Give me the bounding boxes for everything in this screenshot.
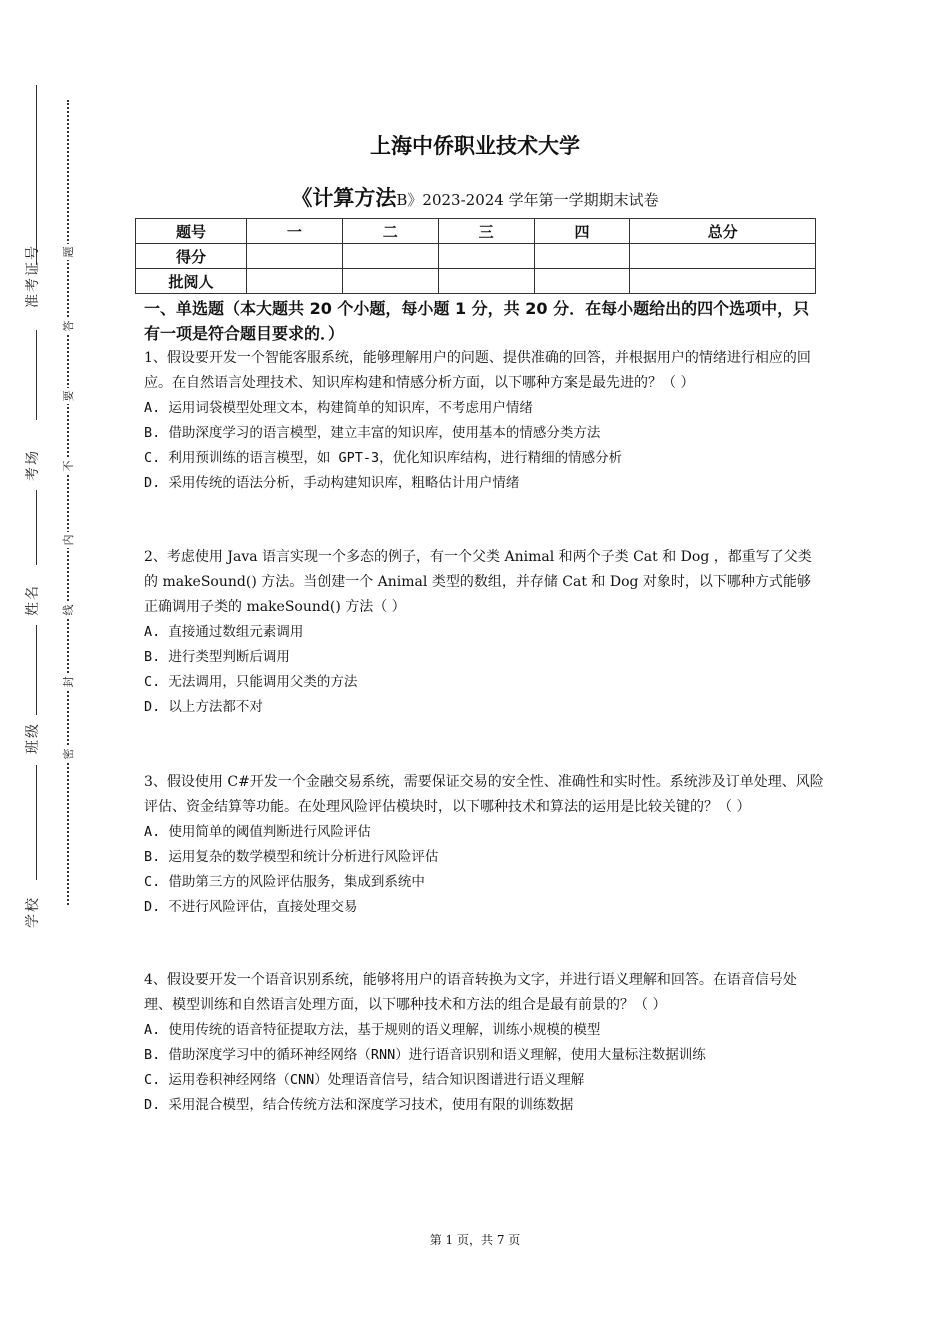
question-stem: 1、假设要开发一个智能客服系统，能够理解用户的问题、提供准确的回答，并根据用户的情绪进行相应的回应。在自然语言处理技术、知识库构建和情感分析方面，以下哪种方案是最先进的？（ ） <box>144 350 811 391</box>
row-label: 批阅人 <box>136 269 247 294</box>
exam-subtitle: B》2023-2024 学年第一学期期末试卷 <box>396 191 659 209</box>
university-title: 上海中侨职业技术大学 <box>370 134 580 158</box>
table-header-cell: 三 <box>438 219 534 244</box>
table-header-cell: 二 <box>342 219 438 244</box>
table-header-cell: 一 <box>247 219 343 244</box>
option-c: C. 借助第三方的风险评估服务，集成到系统中 <box>144 874 425 890</box>
question-stem: 4、假设要开发一个语音识别系统，能够将用户的语音转换为文字，并进行语义理解和回答。在语音信号处理、模型训练和自然语言处理方面，以下哪种技术和方法的组合是最有前景的？（ ） <box>144 972 797 1013</box>
binding-line <box>36 490 37 565</box>
option-b: B. 进行类型判断后调用 <box>144 649 290 665</box>
field-school: 学校 <box>25 896 41 928</box>
seal-char: 封 <box>60 674 76 690</box>
table-header-cell: 四 <box>534 219 630 244</box>
option-a: A. 直接通过数组元素调用 <box>144 624 304 640</box>
seal-char: 题 <box>60 244 76 260</box>
option-c: C. 运用卷积神经网络（CNN）处理语音信号，结合知识图谱进行语义理解 <box>144 1072 585 1088</box>
seal-char: 内 <box>60 532 76 548</box>
table-header-cell: 题号 <box>136 219 247 244</box>
field-class: 班级 <box>25 722 41 754</box>
option-d: D. 不进行风险评估，直接处理交易 <box>144 899 358 915</box>
table-header-cell: 总分 <box>630 219 816 244</box>
grader-cell[interactable] <box>534 269 630 294</box>
section-title: 一、单选题（本大题共 20 个小题，每小题 1 分，共 20 分．在每小题给出的四个选项中，只有一项是符合题目要求的．） <box>144 299 810 343</box>
option-b: B. 运用复杂的数学模型和统计分析进行风险评估 <box>144 849 439 865</box>
score-table-header-row <box>136 219 816 244</box>
option-b: B. 借助深度学习的语言模型，建立丰富的知识库，使用基本的情感分类方法 <box>144 425 601 441</box>
score-cell[interactable] <box>247 244 343 269</box>
score-table <box>135 218 816 294</box>
binding-line <box>36 85 37 265</box>
option-a: A. 使用传统的语音特征提取方法，基于规则的语义理解，训练小规模的模型 <box>144 1022 601 1038</box>
question-stem: 3、假设使用 C#开发一个金融交易系统，需要保证交易的安全性、准确性和实时性。系统涉及订单处理、风险评估、资金结算等功能。在处理风险评估模块时，以下哪种技术和算法的运用是比较关键的？（ ） <box>144 774 824 815</box>
binding-line <box>36 765 37 880</box>
grader-cell[interactable] <box>342 269 438 294</box>
option-c: C. 无法调用，只能调用父类的方法 <box>144 674 358 690</box>
question-stem: 2、考虑使用 Java 语言实现一个多态的例子，有一个父类 Animal 和两个子类 Cat 和 Dog ，都重写了父类的 makeSound() 方法。当创建一个 Animal 类型的数组，并存储 Cat 和 Dog 对象时，以下哪种方式能够正确调用子类的 makeSound() 方法（ ） <box>144 549 812 615</box>
grader-cell[interactable] <box>438 269 534 294</box>
score-cell[interactable] <box>630 244 816 269</box>
option-b: B. 借助深度学习中的循环神经网络（RNN）进行语音识别和语义理解，使用大量标注数据训练 <box>144 1047 706 1063</box>
field-exam-room: 考场 <box>25 449 41 481</box>
question-2 <box>144 545 824 720</box>
seal-dotted-line <box>67 100 69 905</box>
exam-title <box>0 182 950 212</box>
score-cell[interactable] <box>342 244 438 269</box>
option-a: A. 运用词袋模型处理文本，构建简单的知识库，不考虑用户情绪 <box>144 400 533 416</box>
option-d: D. 采用混合模型，结合传统方法和深度学习技术，使用有限的训练数据 <box>144 1097 574 1113</box>
score-row <box>136 244 816 269</box>
seal-char: 答 <box>60 318 76 334</box>
option-d: D. 采用传统的语法分析，手动构建知识库，粗略估计用户情绪 <box>144 475 520 491</box>
binding-line <box>36 330 37 420</box>
option-c: C. 利用预训练的语言模型，如 GPT-3，优化知识库结构，进行精细的情感分析 <box>144 450 623 466</box>
seal-char: 不 <box>60 458 76 474</box>
score-cell[interactable] <box>438 244 534 269</box>
option-a: A. 使用简单的阈值判断进行风险评估 <box>144 824 371 840</box>
question-1 <box>144 346 824 496</box>
score-cell[interactable] <box>534 244 630 269</box>
row-label: 得分 <box>136 244 247 269</box>
seal-char: 要 <box>60 388 76 404</box>
field-exam-number: 准考证号 <box>25 244 41 308</box>
field-name: 姓名 <box>25 584 41 616</box>
grader-cell[interactable] <box>630 269 816 294</box>
question-3 <box>144 770 824 920</box>
seal-char: 线 <box>60 602 76 618</box>
page-number: 第 1 页，共 7 页 <box>429 1233 521 1247</box>
option-d: D. 以上方法都不对 <box>144 699 263 715</box>
grader-cell[interactable] <box>247 269 343 294</box>
seal-char: 密 <box>60 746 76 762</box>
binding-line <box>36 625 37 715</box>
question-4 <box>144 968 824 1118</box>
grader-row <box>136 269 816 294</box>
course-name: 《计算方法 <box>291 186 397 210</box>
